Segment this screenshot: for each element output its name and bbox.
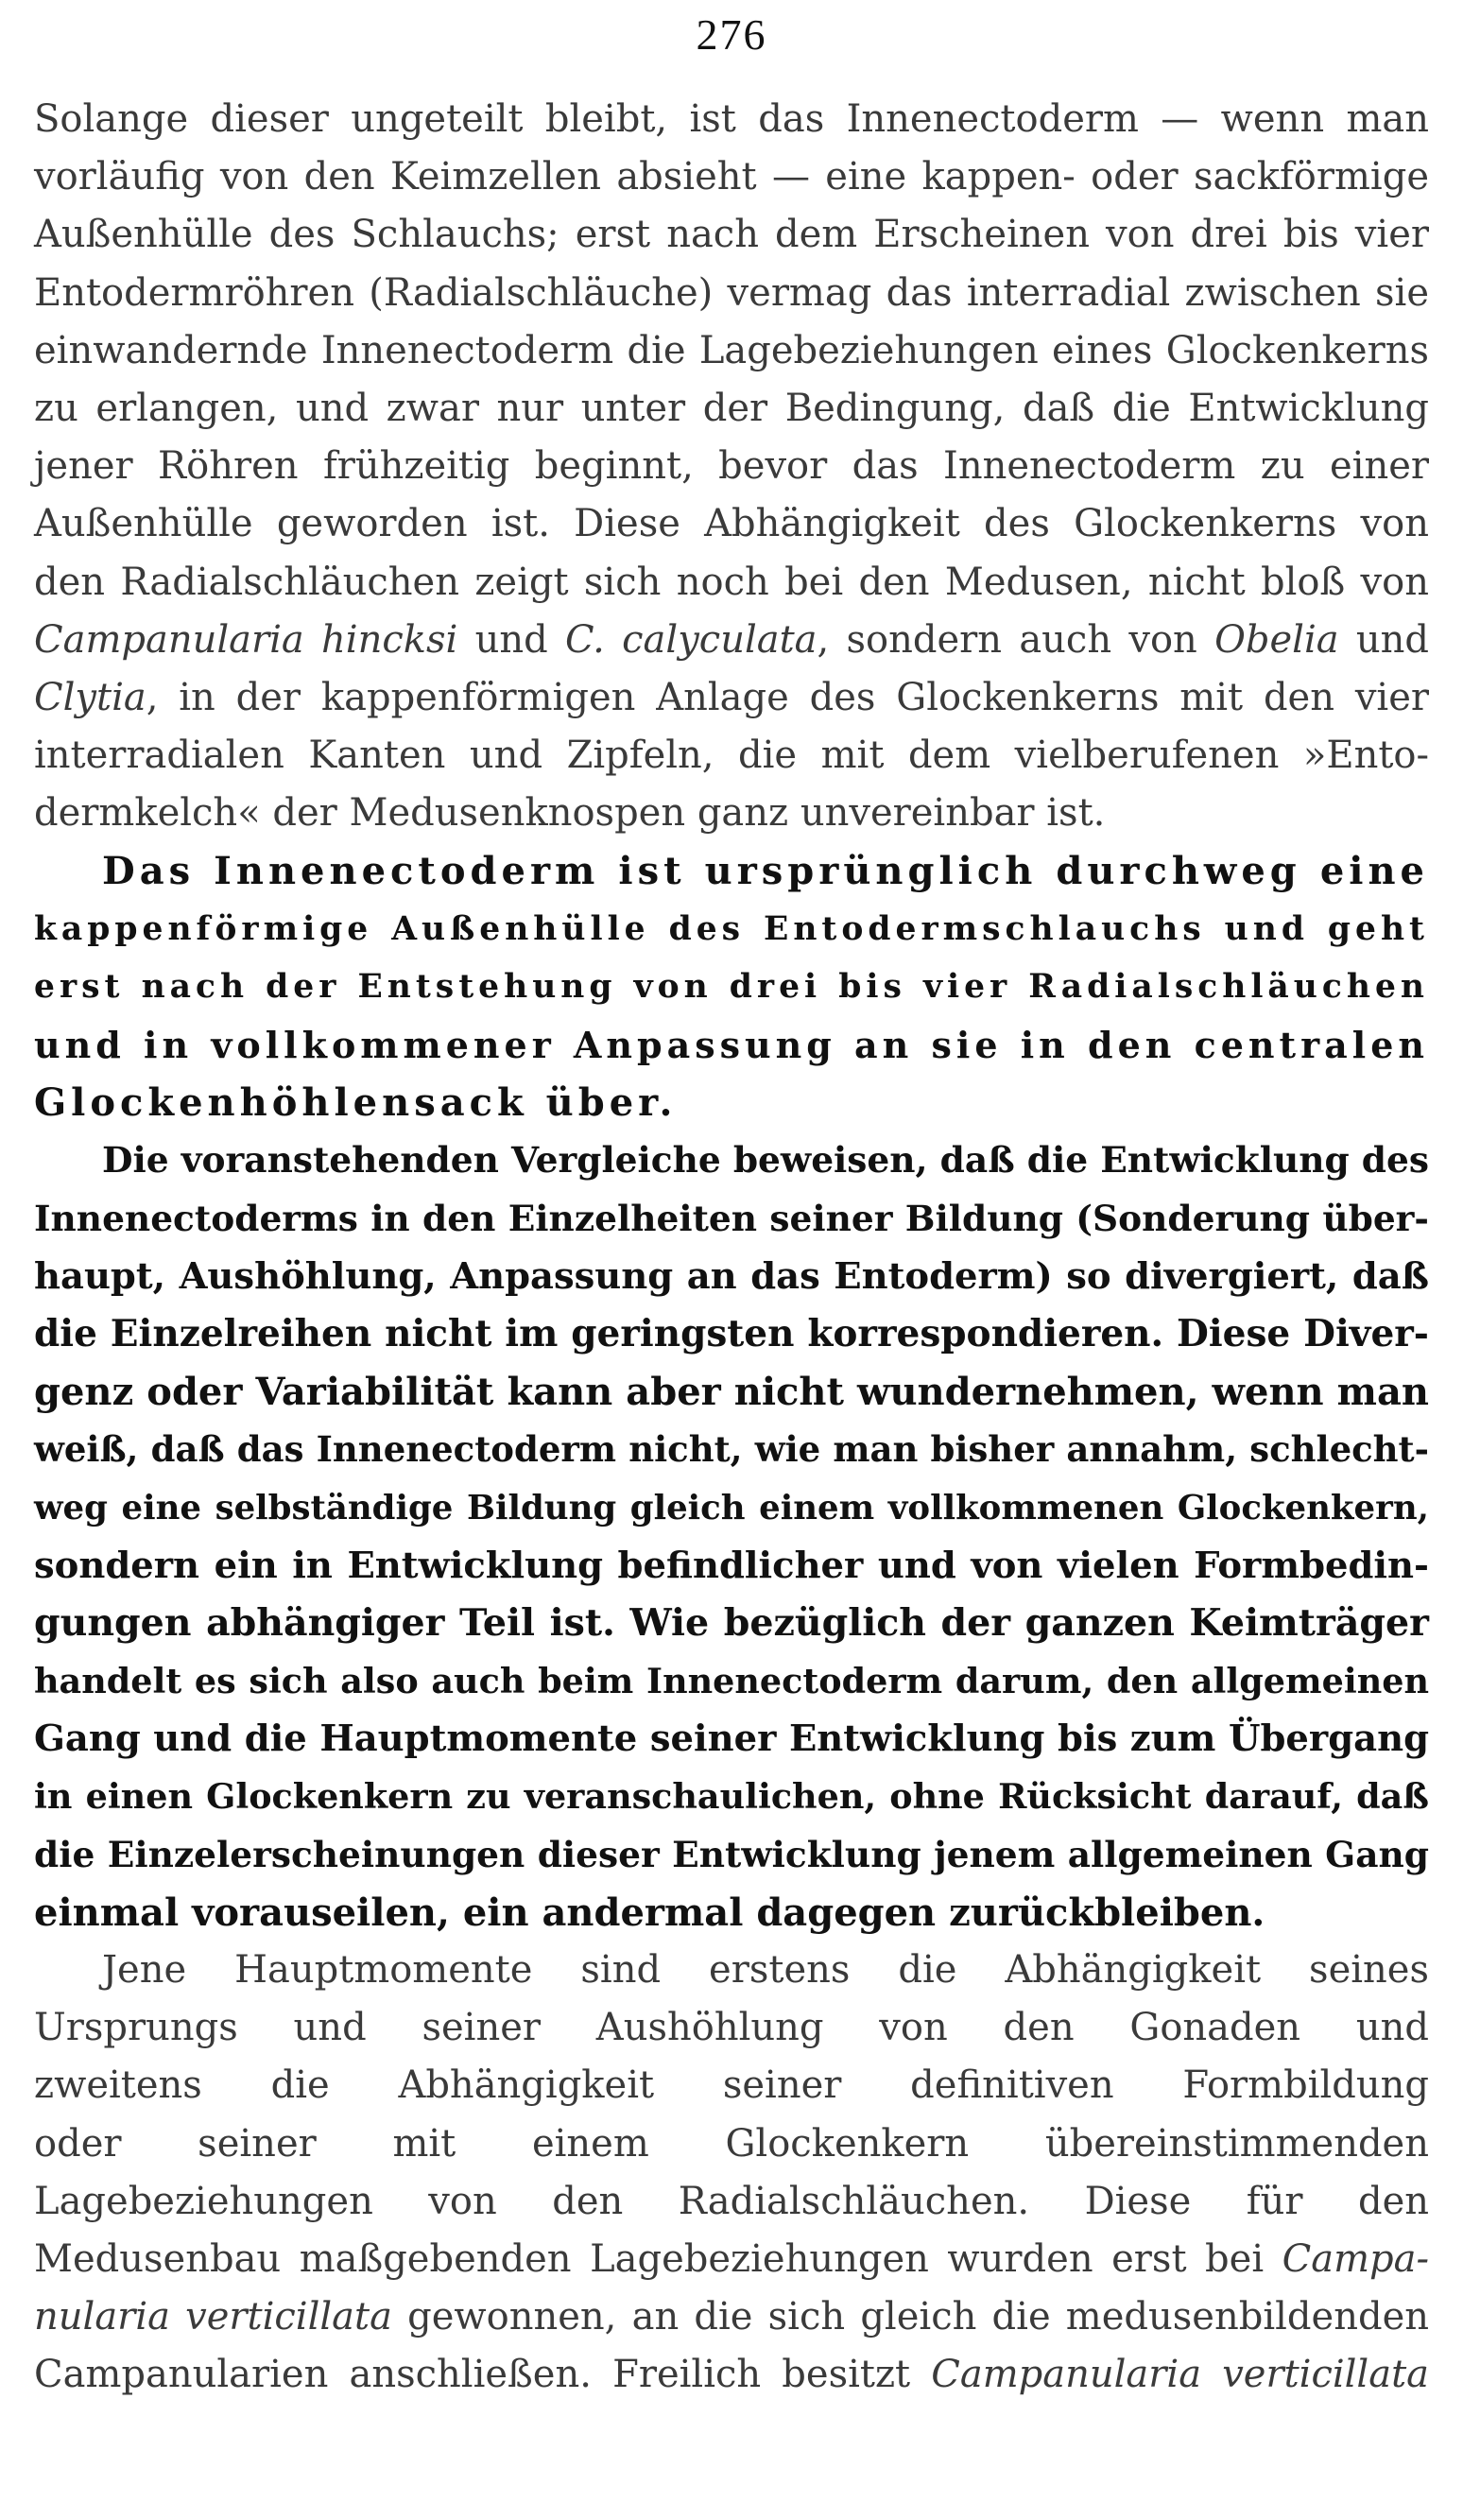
text-segment: handelt es sich also auch beim Innenectoderm darum, den allgemeinen xyxy=(34,1661,1429,1702)
text-line xyxy=(34,958,1429,1016)
text-segment: Lagebeziehungen von den Radialschläuchen. Diese für den xyxy=(34,2179,1429,2223)
text-line xyxy=(34,148,1429,206)
text-segment: kappenförmige Außenhülle des Entodermschlauchs und geht xyxy=(34,909,1429,948)
text-segment: und xyxy=(457,617,565,662)
italic-text: C. calyculata xyxy=(564,617,818,662)
text-segment: dermkelch« der Medusenknospen ganz unvereinbar ist. xyxy=(34,791,1106,836)
text-segment: Außenhülle geworden ist. Diese Abhängigkeit des Glockenkerns von xyxy=(34,502,1429,546)
text-segment: Die voranstehenden Vergleiche beweisen, daß die Entwicklung des xyxy=(102,1139,1429,1182)
page-number: 276 xyxy=(696,10,767,59)
italic-text: Campa- xyxy=(1282,2236,1429,2281)
text-segment: oder seiner mit einem Glockenkern übereinstimmenden xyxy=(34,2121,1429,2166)
text-line xyxy=(34,2173,1429,2231)
text-line xyxy=(34,438,1429,495)
text-line xyxy=(34,265,1429,322)
text-line xyxy=(34,1884,1429,1942)
text-segment: Außenhülle des Schlauchs; erst nach dem Erscheinen von drei bis vier xyxy=(34,213,1429,257)
text-line xyxy=(34,785,1429,842)
text-line xyxy=(34,1595,1429,1652)
text-line xyxy=(34,380,1429,438)
text-line xyxy=(34,1190,1429,1248)
text-line xyxy=(34,1537,1429,1595)
text-segment: , sondern auch von xyxy=(817,617,1215,662)
text-segment: einmal vorauseilen, ein andermal dagegen zurückbleiben. xyxy=(34,1890,1265,1935)
text-segment: die Einzelerscheinungen dieser Entwicklung jenem allgemeinen Gang xyxy=(34,1833,1429,1875)
italic-text: Obelia xyxy=(1214,617,1339,662)
text-segment: Das Innenectoderm ist ursprünglich durchweg eine xyxy=(102,849,1429,894)
text-line xyxy=(34,842,1429,900)
text-segment: Innenectoderms in den Einzelheiten seiner Bildung (Sonderung über- xyxy=(34,1197,1429,1239)
text-segment: Ursprungs und seiner Aushöhlung von den Gonaden und xyxy=(34,2006,1429,2050)
document-page xyxy=(34,0,1429,2405)
text-line xyxy=(34,91,1429,148)
text-line xyxy=(34,2115,1429,2173)
italic-text: Campanularia verticillata xyxy=(931,2353,1429,2397)
text-segment: , in der kappenförmigen Anlage des Glockenkerns mit den vier xyxy=(146,675,1429,719)
text-segment: sondern ein in Entwicklung befindlicher und von vielen Formbedin- xyxy=(34,1544,1429,1587)
text-segment: Medusenbau maßgebenden Lagebeziehungen wurden erst bei xyxy=(34,2236,1282,2281)
text-segment: Jene Hauptmomente sind erstens die Abhängigkeit seines xyxy=(102,1948,1429,1992)
text-line xyxy=(34,669,1429,727)
text-segment: vorläufig von den Keimzellen absieht — eine kappen- oder sackförmige xyxy=(34,155,1429,199)
text-line xyxy=(34,554,1429,612)
text-segment: einwandernde Innenectoderm die Lagebeziehungen eines Glockenkerns xyxy=(34,328,1429,372)
text-segment: Campanularien anschließen. Freilich besitzt xyxy=(34,2353,932,2397)
text-segment: in einen Glockenkern zu veranschaulichen, ohne Rücksicht darauf, daß xyxy=(34,1776,1429,1818)
text-segment: genz oder Variabilität kann aber nicht wundernehmen, wenn man xyxy=(34,1370,1429,1415)
text-segment: und in vollkommener Anpassung an sie in den centralen xyxy=(34,1024,1429,1066)
text-segment: Solange dieser ungeteilt bleibt, ist das Innenectoderm — wenn man xyxy=(34,97,1429,141)
text-line xyxy=(34,2057,1429,2114)
body-text xyxy=(34,91,1429,2405)
text-line xyxy=(34,2346,1429,2404)
text-line xyxy=(34,1768,1429,1825)
text-line xyxy=(34,1710,1429,1768)
text-line xyxy=(34,1363,1429,1421)
text-segment: und xyxy=(1338,617,1429,662)
text-segment: erst nach der Entstehung von drei bis vier Radialschläuchen xyxy=(34,967,1429,1006)
text-line xyxy=(34,2288,1429,2346)
text-line xyxy=(34,1999,1429,2057)
text-line xyxy=(34,1421,1429,1478)
text-line xyxy=(34,727,1429,785)
text-line xyxy=(34,2231,1429,2288)
text-segment: zweitens die Abhängigkeit seiner definitiven Formbildung xyxy=(34,2063,1429,2108)
text-line xyxy=(34,1131,1429,1189)
text-line xyxy=(34,1652,1429,1710)
text-line xyxy=(34,1248,1429,1305)
text-line xyxy=(34,1305,1429,1363)
text-line xyxy=(34,1942,1429,1999)
text-segment: gungen abhängiger Teil ist. Wie bezüglich der ganzen Keimträger xyxy=(34,1600,1429,1645)
text-segment: interradialen Kanten und Zipfeln, die mit dem vielberufenen »Ento- xyxy=(34,734,1429,778)
italic-text: Clytia xyxy=(34,675,146,719)
text-segment: gewonnen, an die sich gleich die medusenbildenden xyxy=(391,2295,1430,2339)
text-line xyxy=(34,495,1429,553)
text-segment: den Radialschläuchen zeigt sich noch bei den Medusen, nicht bloß von xyxy=(34,560,1429,604)
text-segment: zu erlangen, und zwar nur unter der Bedingung, daß die Entwicklung xyxy=(34,386,1429,430)
text-line xyxy=(34,1074,1429,1131)
text-segment: Gang und die Hauptmomente seiner Entwicklung bis zum Übergang xyxy=(34,1717,1429,1761)
text-line xyxy=(34,612,1429,669)
text-line xyxy=(34,1016,1429,1074)
text-segment: Entodermröhren (Radialschläuche) vermag das interradial zwischen sie xyxy=(34,270,1429,315)
italic-text: nularia verticillata xyxy=(34,2295,392,2339)
text-line xyxy=(34,1826,1429,1884)
italic-text: Campanularia hincksi xyxy=(34,617,458,662)
text-line xyxy=(34,206,1429,264)
text-segment: Glockenhöhlensack über. xyxy=(34,1080,678,1126)
text-segment: haupt, Aushöhlung, Anpassung an das Entoderm) so divergiert, daß xyxy=(34,1254,1429,1298)
text-line xyxy=(34,901,1429,958)
text-segment: weg eine selbständige Bildung gleich einem vollkommenen Glockenkern, xyxy=(34,1488,1429,1528)
text-segment: weiß, daß das Innenectoderm nicht, wie man bisher annahm, schlecht- xyxy=(34,1428,1429,1471)
text-line xyxy=(34,322,1429,380)
text-segment: jener Röhren frühzeitig beginnt, bevor das Innenectoderm zu einer xyxy=(34,444,1429,489)
text-line xyxy=(34,1479,1429,1537)
text-segment: die Einzelreihen nicht im geringsten korrespondieren. Diese Diver- xyxy=(34,1311,1429,1355)
